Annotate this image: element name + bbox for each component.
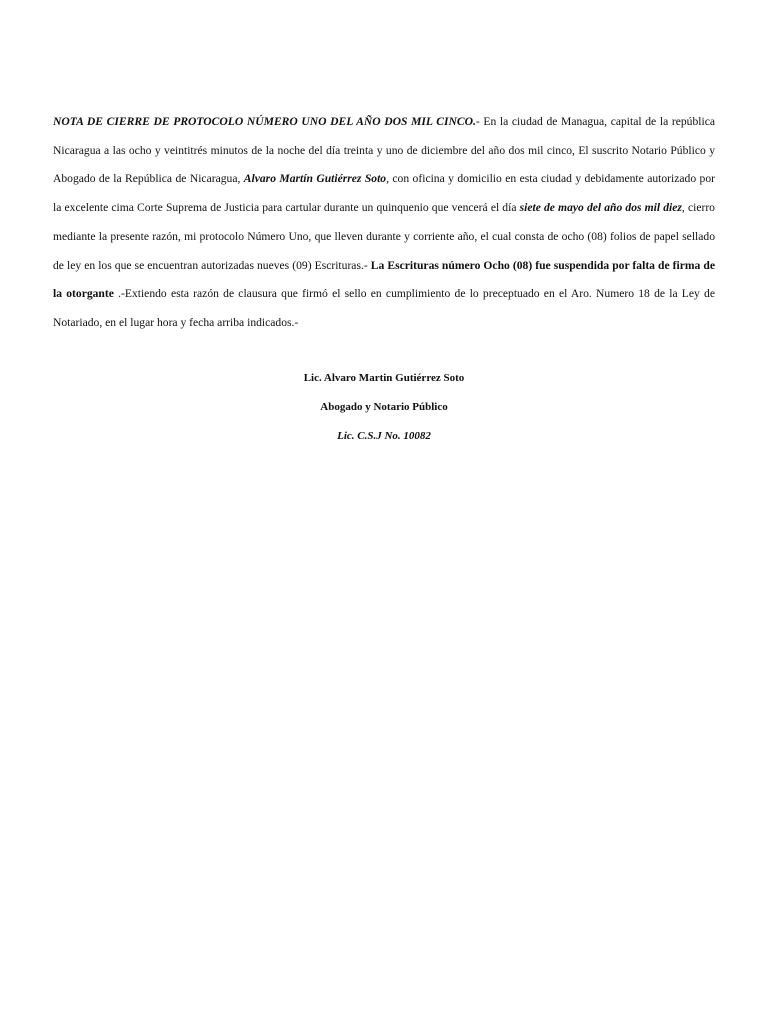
suspension-note: La Escrituras número Ocho (08) fue suspendida por falta de firma de la otorgante	[53, 258, 715, 301]
signature-license: Lic. C.S.J No. 10082	[337, 430, 431, 442]
signature-name: Lic. Alvaro Martin Gutiérrez Soto	[303, 372, 465, 384]
signature-block	[0, 364, 768, 451]
paragraph-text-4: .-Extiendo esta razón de clausura que firmó el sello en cumplimiento de lo preceptuado en el Aro. Numero 18 de la Ley de Notariado, en el lugar hora y fecha arriba indicados.-	[53, 287, 715, 329]
closing-note-paragraph	[53, 108, 715, 338]
notary-name: Alvaro Martín Gutiérrez Soto	[243, 172, 387, 186]
signature-title: Abogado y Notario Público	[320, 401, 448, 413]
paragraph-text-3: , cierro mediante la presente razón, mi protocolo Número Uno, que lleven durante y corriente año, el cual consta de ocho (08) folios de papel sellado de ley en los que se encuentran autorizadas nueves (09) Escrituras.-	[53, 201, 715, 272]
note-heading: NOTA DE CIERRE DE PROTOCOLO NÚMERO UNO DEL AÑO DOS MIL CINCO.	[53, 115, 476, 128]
paragraph-text-2: , con oficina y domicilio en esta ciudad y debidamente autorizado por la excelente cima Corte Suprema de Justicia para cartular durante un quinquenio que vencerá el día	[53, 172, 715, 215]
paragraph-text-1: - En la ciudad de Managua, capital de la república Nicaragua a las ocho y veintitrés minutos de la noche del día treinta y uno de diciembre del año dos mil cinco, El suscrito Notario Público y Abogado de la República de Nicaragua,	[53, 115, 715, 186]
expiry-date: siete de mayo del año dos mil diez	[519, 201, 682, 215]
